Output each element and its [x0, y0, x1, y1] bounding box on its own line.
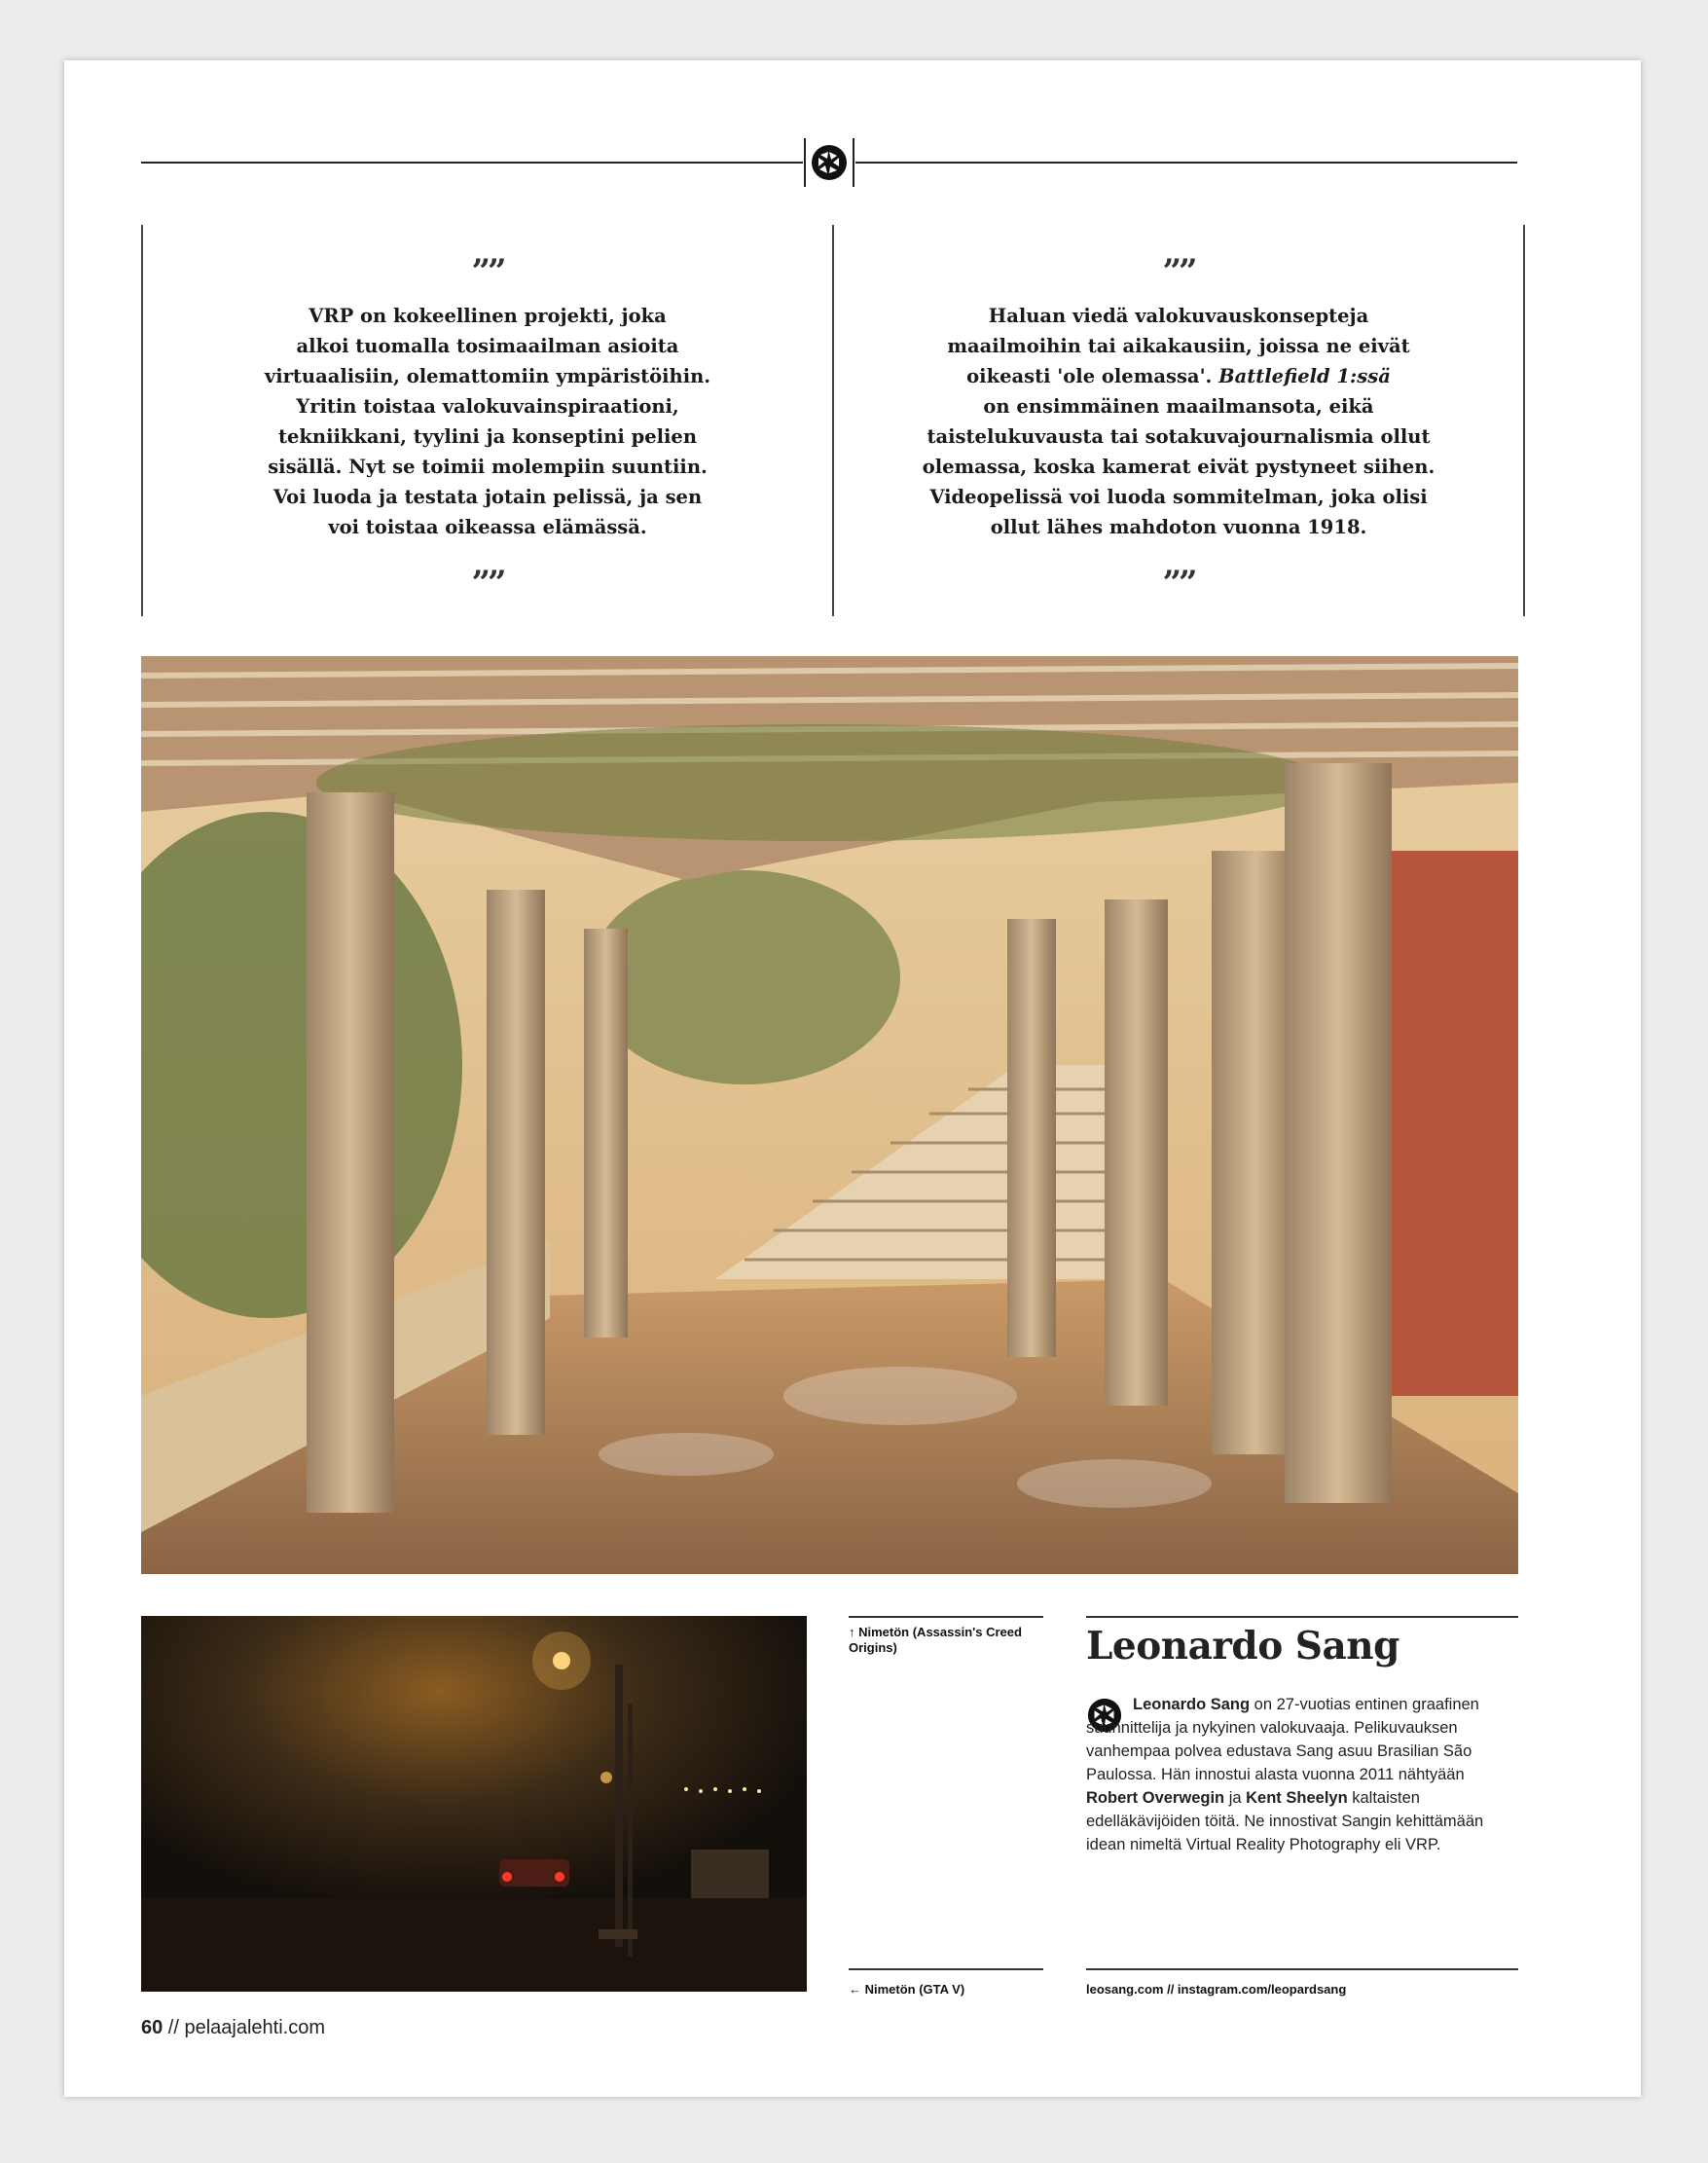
camera-aperture-icon — [810, 143, 849, 182]
photo-colonnade — [141, 656, 1518, 1574]
night-street-illustration — [141, 1616, 807, 1992]
page-footer — [141, 2017, 325, 2039]
bio-name-sheely: Kent Sheelyn — [1246, 1789, 1348, 1807]
game-title-battlefield: Battlefield 1:ssä — [1218, 365, 1391, 387]
quote-line: sisällä. Nyt se toimii molempiin suuntiin. — [268, 456, 708, 478]
bio-name-bold: Leonardo Sang — [1133, 1696, 1251, 1713]
quote-line: tekniikkani, tyylini ja konseptini pelien — [277, 425, 698, 448]
bio-links[interactable]: leosang.com // instagram.com/leopardsang — [1086, 1982, 1347, 1997]
caption-main-photo: ↑ Nimetön (Assassin's Creed Origins) — [849, 1625, 1022, 1655]
quote-text-1 — [182, 301, 793, 542]
bio-rule-top — [1086, 1616, 1518, 1618]
bio-rule-bottom — [1086, 1968, 1518, 1970]
footer-site: pelaajalehti.com — [184, 2017, 326, 2038]
quote-line: Videopelissä voi luoda sommitelman, joka olisi — [929, 486, 1428, 508]
quote-text-2 — [873, 301, 1484, 542]
bio-title: Leonardo Sang — [1086, 1624, 1399, 1668]
quote-box-1 — [141, 225, 832, 616]
header-rule-right — [855, 162, 1517, 164]
quote-line: taistelukuvausta tai sotakuvajournalismia ollut — [927, 425, 1431, 448]
quote-line: maailmoihin tai aikakausiin, joissa ne eivät — [947, 335, 1410, 357]
bio-text-part: kaltaisten edelläkävijöiden töitä. Ne innostivat Sangin kehittämään idean nimeltä Virtual Reality Photography eli VRP. — [1086, 1789, 1484, 1853]
quote-mark-open: ”” — [471, 252, 504, 291]
header-rule-left — [141, 162, 803, 164]
quote-line: VRP on kokeellinen projekti, joka — [309, 305, 667, 327]
page-number: 60 — [141, 2017, 164, 2038]
bio-text-part: on 27-vuotias entinen graafinen suunnittelija ja nykyinen valokuvaaja. Pelikuvauksen vanhempaa polvea edustava Sang asuu Brasilian São Paulossa. Hän innostui alasta vuonna 2011 nähtyään — [1086, 1696, 1479, 1783]
quote-line: oikeasti 'ole olemassa'. — [966, 365, 1219, 387]
quote-line: ollut lähes mahdoton vuonna 1918. — [990, 516, 1367, 538]
quote-mark-close: ”” — [471, 564, 504, 603]
caption-rule-bottom — [849, 1968, 1043, 1970]
quote-line: Voi luoda ja testata jotain pelissä, ja sen — [273, 486, 703, 508]
footer-separator: // — [163, 2017, 185, 2038]
quote-line: virtuaalisiin, olemattomiin ympäristöihin. — [264, 365, 711, 387]
quote-line: alkoi tuomalla tosimaailman asioita — [296, 335, 679, 357]
bio-name-overweg: Robert Overwegin — [1086, 1789, 1225, 1807]
bio-paragraph — [1086, 1693, 1518, 1856]
caption-rule-top — [849, 1616, 1043, 1618]
bio-text-part: ja — [1224, 1789, 1247, 1807]
quote-line: Yritin toistaa valokuvainspiraationi, — [296, 395, 679, 418]
quote-line: olemassa, koska kamerat eivät pystyneet siihen. — [922, 456, 1435, 478]
header-logo — [804, 138, 854, 187]
quote-mark-close: ”” — [1162, 564, 1195, 603]
quote-box-2 — [832, 225, 1523, 616]
quote-line: Haluan viedä valokuvauskonsepteja — [988, 305, 1369, 327]
photo-night-street — [141, 1616, 807, 1992]
caption-small-photo: ← Nimetön (GTA V) — [849, 1982, 965, 1997]
quote-line: on ensimmäinen maailmansota, eikä — [983, 395, 1374, 418]
magazine-page — [64, 60, 1641, 2097]
quote-mark-open: ”” — [1162, 252, 1195, 291]
quote-line: voi toistaa oikeassa elämässä. — [328, 516, 647, 538]
colonnade-illustration — [141, 656, 1518, 1574]
